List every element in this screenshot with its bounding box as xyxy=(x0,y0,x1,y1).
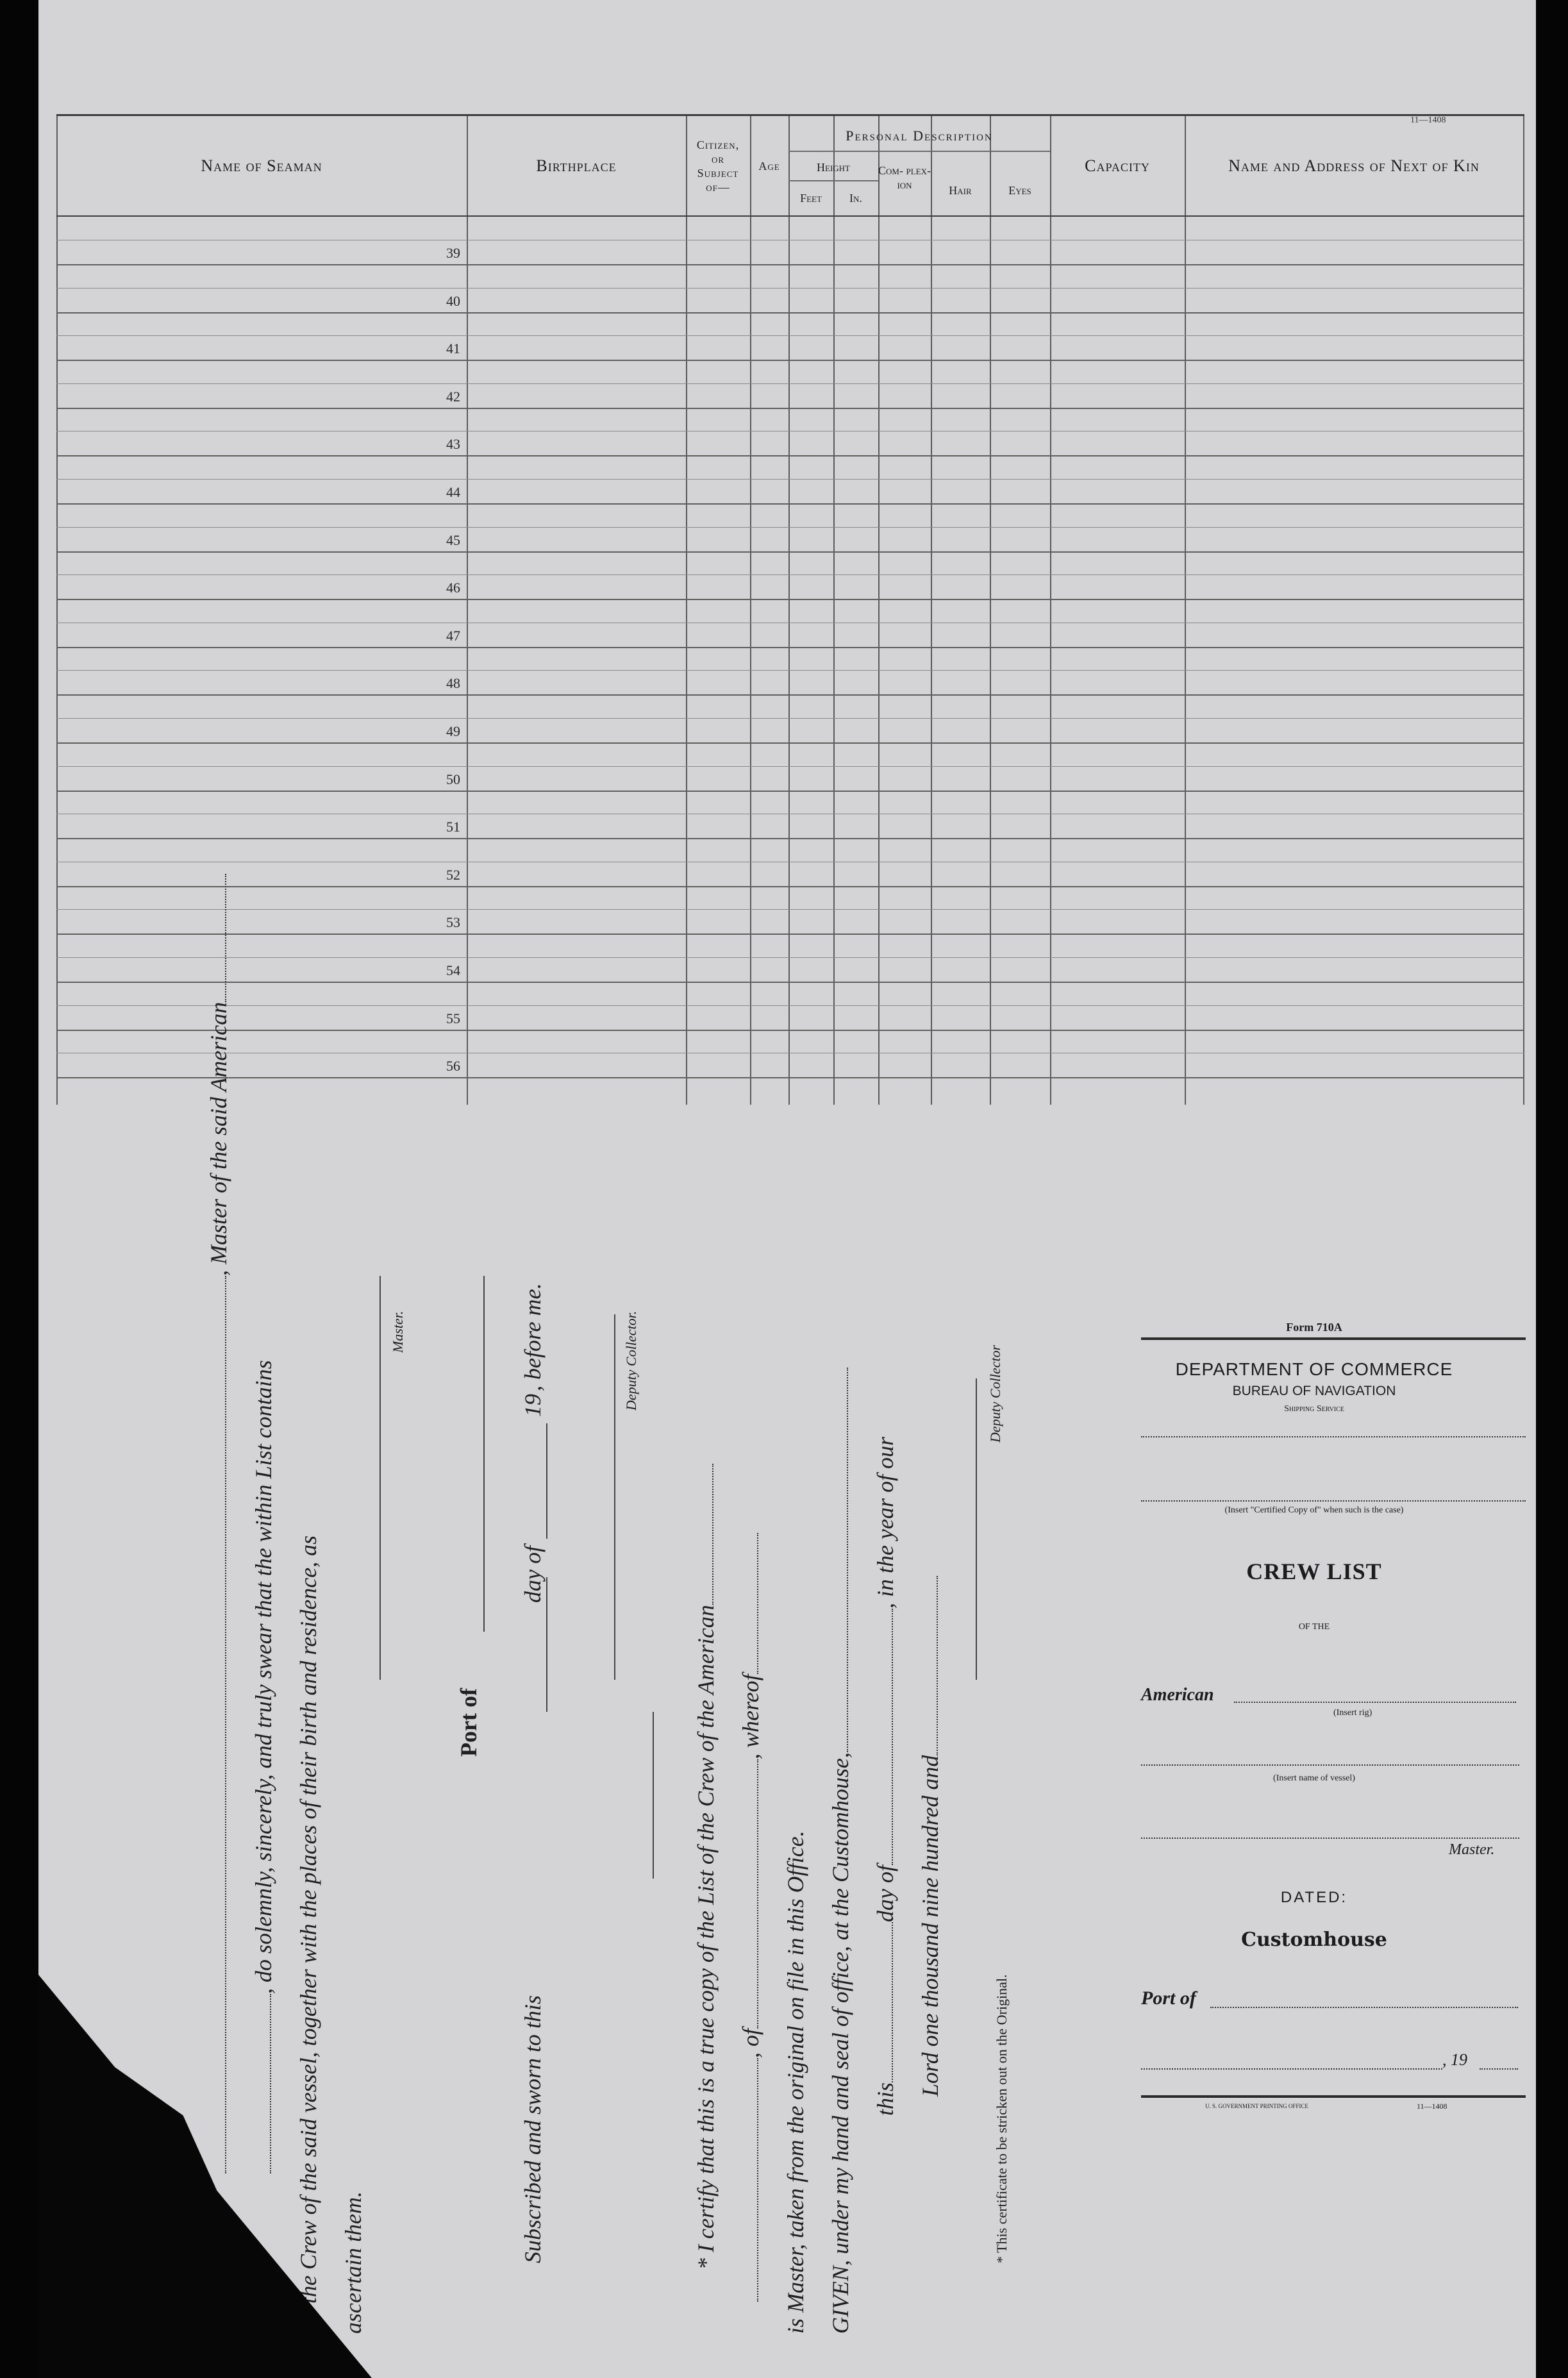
year-label: 19 xyxy=(520,1394,546,1417)
row-number: 52 xyxy=(446,866,460,883)
table-row xyxy=(56,791,1524,839)
insert-rig-hint: (Insert rig) xyxy=(1333,1708,1372,1718)
header-name-of-seaman: Name of Seaman xyxy=(201,156,322,175)
table-row xyxy=(56,695,1524,744)
deputy-collector-label: Deputy Collector. xyxy=(623,1310,639,1411)
row-number: 42 xyxy=(446,388,460,405)
row-number: 55 xyxy=(446,1010,460,1026)
subscribed-line: Subscribed and sworn to this xyxy=(520,1995,546,2263)
row-number: 40 xyxy=(446,292,460,309)
oath-line-1: , Master of the said American xyxy=(205,874,232,2173)
blank-field xyxy=(224,874,226,1002)
cover-rule xyxy=(1141,1436,1526,1437)
header-rule xyxy=(788,151,1050,152)
table-row xyxy=(56,360,1524,409)
header-inches: In. xyxy=(849,192,862,205)
row-midline xyxy=(56,527,1524,528)
master-blank xyxy=(1141,1838,1519,1839)
header-hair: Hair xyxy=(949,184,972,197)
rig-blank xyxy=(1234,1702,1516,1703)
header-birthplace: Birthplace xyxy=(536,156,617,175)
document-page xyxy=(38,0,1536,2378)
table-row xyxy=(56,647,1524,696)
blank-field xyxy=(846,1368,848,1752)
cover-rule xyxy=(1141,1337,1526,1340)
table-row xyxy=(56,934,1524,983)
day-of-label: day of xyxy=(520,1546,546,1603)
port-of-label: Port of xyxy=(456,1688,481,1757)
certificate-signature-line xyxy=(976,1378,977,1680)
header-complexion: Com- plex- ion xyxy=(878,164,931,191)
certified-hint: (Insert "Certified Copy of" when such is the case) xyxy=(1224,1505,1404,1515)
table-row xyxy=(56,886,1524,935)
oath-line-3: all the Crew of the said vessel, together with the places of their birth and residence, as xyxy=(296,1535,321,2334)
subscribed-day-line xyxy=(546,1577,547,1712)
table-row xyxy=(56,982,1524,1031)
crew-table xyxy=(56,114,1524,1124)
table-row xyxy=(56,312,1524,361)
blank-field xyxy=(891,1609,893,1865)
certified-blank xyxy=(1141,1500,1526,1502)
oath-line-4: ascertain them. xyxy=(340,2191,366,2334)
row-number: 44 xyxy=(446,484,460,500)
table-row xyxy=(56,456,1524,505)
row-number: 49 xyxy=(446,723,460,739)
table-row xyxy=(56,217,1524,265)
divider-rule xyxy=(653,1712,654,1879)
row-midline xyxy=(56,766,1524,767)
header-next-of-kin: Name and Address of Next of Kin xyxy=(1228,156,1480,175)
row-midline xyxy=(56,479,1524,480)
table-row xyxy=(56,504,1524,553)
customhouse-label: Customhouse xyxy=(1241,1929,1387,1951)
table-row xyxy=(56,265,1524,314)
master-signature-label: Master. xyxy=(390,1310,406,1353)
department-name: DEPARTMENT OF COMMERCE xyxy=(1175,1359,1453,1379)
certificate-line-1: * I certify that this is a true copy of the List of the Crew of the American xyxy=(692,1464,719,2270)
dated-label: DATED: xyxy=(1280,1889,1348,1906)
blank-field xyxy=(756,1533,758,1674)
certificate-line-6: Lord one thousand nine hundred and xyxy=(917,1576,944,2097)
header-capacity: Capacity xyxy=(1085,156,1150,175)
row-midline xyxy=(56,574,1524,575)
row-midline xyxy=(56,383,1524,384)
cover-panel xyxy=(1103,1308,1526,2129)
row-number: 43 xyxy=(446,436,460,453)
signature-line xyxy=(379,1276,381,1680)
oath-line-2: , do solemnly, sincerely, and truly swear that the within List contains xyxy=(250,1360,277,2173)
certificate-line-4: GIVEN, under my hand and seal of office, at the Customhouse, xyxy=(827,1368,854,2334)
year-blank xyxy=(1480,2068,1518,2070)
row-number: 50 xyxy=(446,771,460,787)
blank-field xyxy=(756,1759,758,2029)
table-row xyxy=(56,599,1524,648)
header-height: Height xyxy=(817,161,850,174)
blank-field xyxy=(891,1922,893,2082)
printer-label: U. S. GOVERNMENT PRINTING OFFICE xyxy=(1205,2103,1308,2109)
form-number: Form 710A xyxy=(1286,1321,1342,1334)
of-the-label: OF THE xyxy=(1298,1622,1330,1632)
row-midline xyxy=(56,718,1524,719)
deputy-signature-line xyxy=(614,1314,615,1680)
header-eyes: Eyes xyxy=(1008,184,1031,197)
date-blank xyxy=(1141,2068,1442,2070)
row-midline xyxy=(56,909,1524,910)
subscribed-month-line xyxy=(546,1423,547,1539)
certificate-footnote: * This certificate to be stricken out on the Original. xyxy=(994,1974,1010,2263)
row-midline xyxy=(56,288,1524,289)
cover-bottom-rule xyxy=(1141,2095,1526,2098)
table-row xyxy=(56,743,1524,792)
row-number: 51 xyxy=(446,819,460,835)
row-midline xyxy=(56,1005,1524,1006)
table-row xyxy=(56,551,1524,600)
row-number: 56 xyxy=(446,1058,460,1075)
header-rule xyxy=(788,180,878,181)
table-row xyxy=(56,408,1524,456)
header-citizen: Citizen, or Subject of— xyxy=(696,138,740,194)
row-number: 48 xyxy=(446,675,460,692)
blank-field xyxy=(756,2058,758,2302)
master-label: Master. xyxy=(1449,1841,1495,1858)
certificate-deputy-label: Deputy Collector xyxy=(987,1344,1003,1443)
port-blank xyxy=(1210,2007,1518,2008)
row-number: 54 xyxy=(446,962,460,978)
printer-code: 11—1408 xyxy=(1417,2102,1447,2111)
crew-list-title: CREW LIST xyxy=(1246,1559,1382,1584)
bureau-name: BUREAU OF NAVIGATION xyxy=(1232,1384,1396,1398)
american-label: American xyxy=(1141,1685,1214,1705)
row-number: 41 xyxy=(446,340,460,357)
certificate-line-2: , of, whereof xyxy=(737,1533,764,2302)
vessel-blank xyxy=(1141,1764,1519,1766)
before-me-label: , before me. xyxy=(520,1283,546,1391)
port-of-label: Port of xyxy=(1141,1988,1196,2009)
port-line xyxy=(483,1276,485,1632)
header-feet: Feet xyxy=(800,192,822,205)
certificate-line-5: thisday of, in the year of our xyxy=(872,1437,898,2116)
row-midline xyxy=(56,670,1524,671)
blank-field xyxy=(936,1576,938,1755)
header-age: Age xyxy=(758,159,780,172)
corner-code: 11—1408 xyxy=(1410,115,1446,125)
row-number: 53 xyxy=(446,914,460,931)
blank-field xyxy=(712,1464,713,1605)
table-row xyxy=(56,839,1524,887)
row-number: 39 xyxy=(446,245,460,261)
header-personal-description: Personal Description xyxy=(846,128,993,144)
row-number: 45 xyxy=(446,532,460,548)
row-midline xyxy=(56,335,1524,336)
year-label: , 19 xyxy=(1442,2050,1467,2069)
row-number: 47 xyxy=(446,627,460,644)
insert-vessel-hint: (Insert name of vessel) xyxy=(1273,1773,1355,1783)
row-midline xyxy=(56,957,1524,958)
certificate-line-3: is Master, taken from the original on file in this Office. xyxy=(783,1830,808,2334)
service-name: Shipping Service xyxy=(1284,1404,1344,1414)
table-row xyxy=(56,1030,1524,1078)
row-number: 46 xyxy=(446,580,460,596)
